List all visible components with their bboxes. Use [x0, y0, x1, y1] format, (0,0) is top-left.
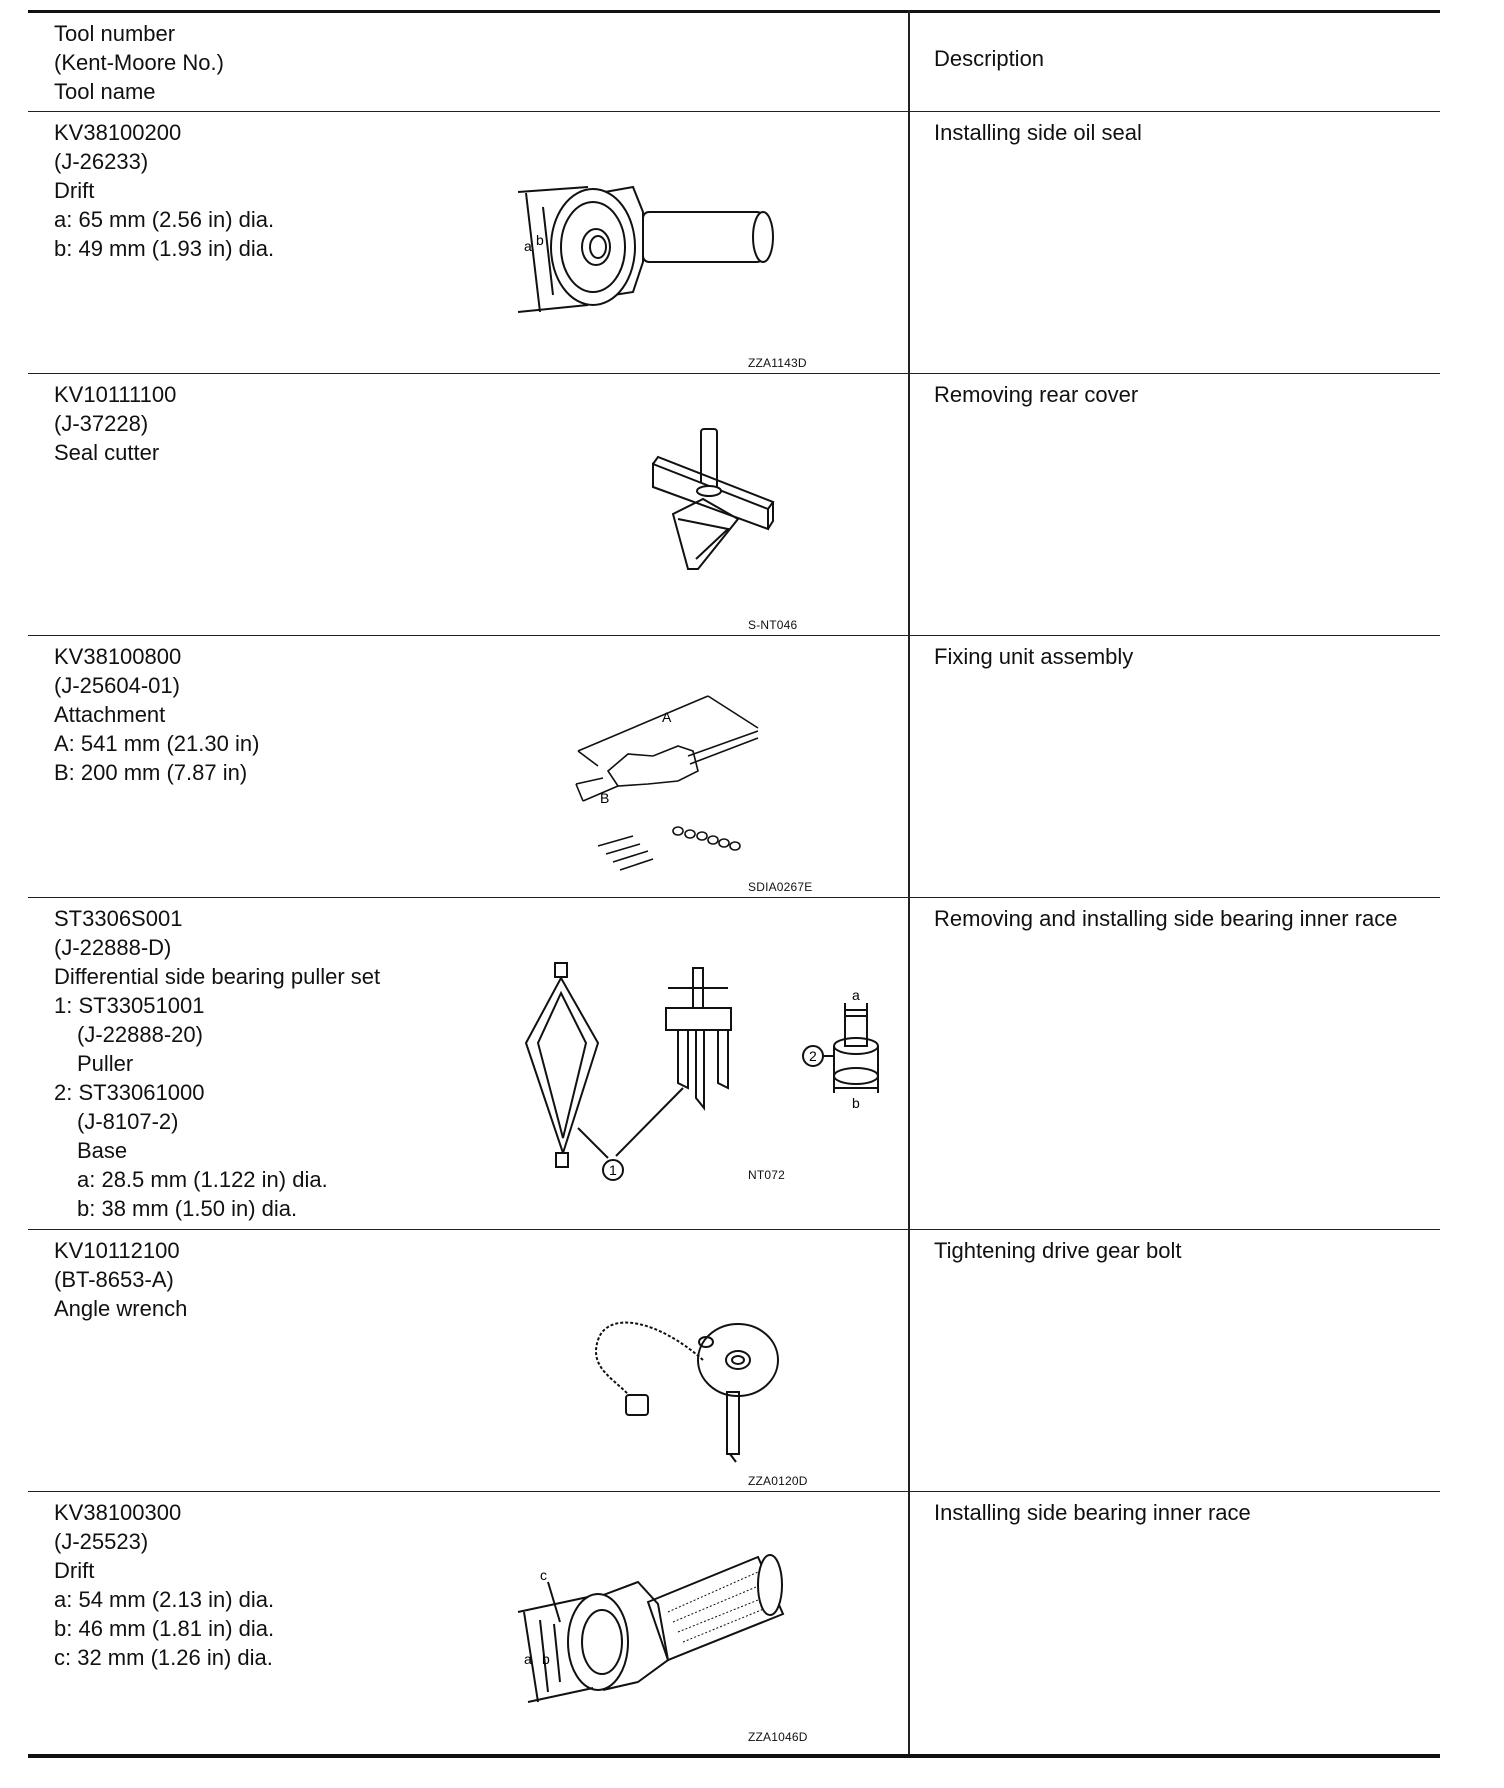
tool-number: KV10111100: [54, 382, 177, 407]
tool-info: [54, 1498, 454, 1672]
dimension-b: b: 49 mm (1.93 in) dia.: [54, 236, 275, 261]
header-description: Description: [934, 46, 1045, 71]
label-c: c: [540, 1567, 547, 1583]
tool-number: KV38100300: [54, 1500, 182, 1525]
tool-name: Drift: [54, 1558, 95, 1583]
kent-moore-number: (J-25604-01): [54, 673, 180, 698]
tool-description: Installing side oil seal: [934, 120, 1142, 145]
figure-code: SDIA0267E: [748, 880, 813, 894]
tool-description: Fixing unit assembly: [934, 644, 1134, 669]
puller-set-illustration: [518, 958, 898, 1198]
label-A: A: [662, 709, 672, 725]
tool-info: [54, 642, 454, 787]
tool-info: [54, 118, 454, 263]
kent-moore-number: (BT-8653-A): [54, 1267, 174, 1292]
tool-info: [54, 904, 454, 1223]
component-2-kent-moore: (J-8107-2): [77, 1109, 179, 1134]
tool-name: Differential side bearing puller set: [54, 964, 381, 989]
label-b: b: [542, 1651, 550, 1667]
label-B: B: [600, 790, 610, 806]
dimension-c: c: 32 mm (1.26 in) dia.: [54, 1645, 273, 1670]
tool-name: Seal cutter: [54, 440, 160, 465]
component-1-name: Puller: [77, 1051, 134, 1076]
tool-description: Removing rear cover: [934, 382, 1139, 407]
tool-name: Drift: [54, 178, 95, 203]
callout-2: 2: [809, 1048, 817, 1064]
component-2-number: 2: ST33061000: [54, 1080, 205, 1105]
kent-moore-number: (J-22888-D): [54, 935, 172, 960]
tool-description: Removing and installing side bearing inner race: [934, 906, 1398, 931]
figure-code: NT072: [748, 1168, 786, 1182]
kent-moore-number: (J-37228): [54, 411, 149, 436]
tool-number: KV38100800: [54, 644, 182, 669]
callout-1: 1: [609, 1162, 617, 1178]
label-b: b: [536, 232, 544, 248]
header-tool-name: Tool name: [54, 79, 156, 104]
tool-number: KV10112100: [54, 1238, 180, 1263]
dimension-a: a: 28.5 mm (1.122 in) dia.: [77, 1167, 328, 1192]
tool-name: Angle wrench: [54, 1296, 188, 1321]
dimension-b: B: 200 mm (7.87 in): [54, 760, 248, 785]
header-kent-moore: (Kent-Moore No.): [54, 50, 224, 75]
attachment-illustration: [558, 686, 778, 876]
table-row: [28, 898, 1440, 1230]
label-a: a: [524, 238, 532, 254]
dimension-b: b: 46 mm (1.81 in) dia.: [54, 1616, 275, 1641]
drift-illustration: [518, 1542, 888, 1742]
dimension-a: A: 541 mm (21.30 in): [54, 731, 260, 756]
tool-info: [54, 1236, 454, 1323]
table-row: [28, 112, 1440, 374]
kent-moore-number: (J-26233): [54, 149, 149, 174]
tool-description: Tightening drive gear bolt: [934, 1238, 1182, 1263]
label-b: b: [852, 1095, 860, 1111]
dimension-a: a: 65 mm (2.56 in) dia.: [54, 207, 275, 232]
tool-info: [54, 380, 454, 467]
table-row: [28, 636, 1440, 898]
tool-number: ST3306S001: [54, 906, 183, 931]
tool-name: Attachment: [54, 702, 166, 727]
label-a: a: [852, 987, 860, 1003]
kent-moore-number: (J-25523): [54, 1529, 149, 1554]
table-header-row: [28, 13, 1440, 112]
seal-cutter-illustration: [618, 429, 818, 579]
label-a: a: [524, 1651, 532, 1667]
component-1-kent-moore: (J-22888-20): [77, 1022, 203, 1047]
tool-description: Installing side bearing inner race: [934, 1500, 1251, 1525]
component-1-number: 1: ST33051001: [54, 993, 205, 1018]
table-row: [28, 1230, 1440, 1492]
header-tool-number: Tool number: [54, 21, 176, 46]
component-2-name: Base: [77, 1138, 128, 1163]
dimension-b: b: 38 mm (1.50 in) dia.: [77, 1196, 298, 1221]
dimension-a: a: 54 mm (2.13 in) dia.: [54, 1587, 275, 1612]
table-row: [28, 1492, 1440, 1754]
figure-code: ZZA0120D: [748, 1474, 808, 1488]
table-bottom-rule: [28, 1754, 1440, 1758]
figure-code: S-NT046: [748, 618, 798, 632]
tool-number: KV38100200: [54, 120, 182, 145]
figure-code: ZZA1143D: [748, 356, 807, 370]
table-row: [28, 374, 1440, 636]
header-tool-column: [54, 19, 454, 106]
figure-code: ZZA1046D: [748, 1730, 808, 1744]
angle-wrench-illustration: [588, 1300, 828, 1470]
drift-illustration: [518, 167, 848, 337]
